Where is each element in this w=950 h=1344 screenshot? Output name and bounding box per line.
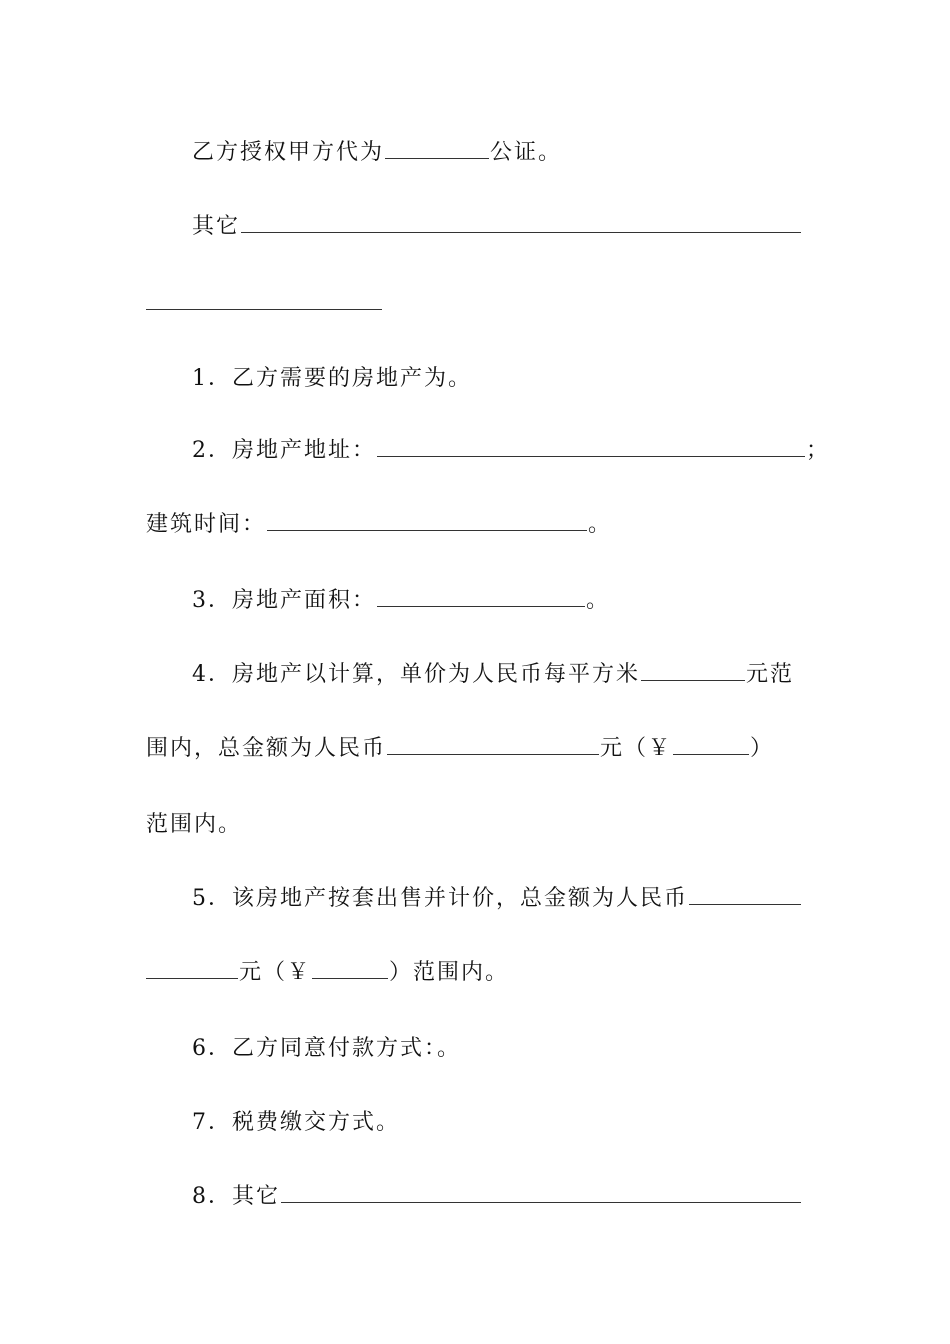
item-6 [192,1034,856,1064]
item-text: 8．其它 [192,1184,280,1209]
item-4-continuation [146,734,810,764]
item-mid: 元（￥ [239,960,312,985]
item-text: 2．房地产地址： [192,438,376,463]
fill-blank [641,660,745,681]
item-text: 6．乙方同意付款方式：。 [192,1036,461,1061]
item-7 [192,1108,856,1138]
item-text: 5．该房地产按套出售并计价，总金额为人民币 [192,886,688,911]
fill-blank [241,212,801,233]
paragraph-text: 乙方授权甲方代为 [192,140,385,165]
item-text: 范围内。 [146,812,243,837]
item-tail: 元范 [746,662,795,687]
item-4 [192,660,856,690]
item-3 [192,586,856,616]
item-mid: 元（￥ [600,736,673,761]
item-tail: 。 [588,512,613,537]
fill-blank [387,734,599,755]
paragraph-notarization [192,138,856,168]
item-5-continuation [146,958,810,988]
paragraph-text: 其它 [192,214,241,239]
item-tail: ） [750,736,775,761]
item-1 [192,364,856,394]
item-text: 3．房地产面积： [192,588,376,613]
item-8 [192,1182,856,1212]
fill-blank [146,958,238,979]
item-2 [192,436,856,466]
item-tail: 。 [586,588,611,613]
item-text: 建筑时间： [146,512,267,537]
item-tail: ； [806,438,831,463]
item-text: 围内，总金额为人民币 [146,736,387,761]
fill-blank [673,734,749,755]
fill-blank [312,958,388,979]
fill-blank [377,436,805,457]
fill-blank-continuation [146,308,382,310]
item-5 [192,884,856,914]
fill-blank [377,586,585,607]
item-text: 1．乙方需要的房地产为。 [192,366,472,391]
fill-blank [385,138,489,159]
item-text: 7．税费缴交方式。 [192,1110,400,1135]
fill-blank [689,884,801,905]
item-tail: ）范围内。 [389,960,510,985]
fill-blank [281,1182,801,1203]
fill-blank [267,510,587,531]
item-2-continuation [146,510,810,540]
paragraph-tail: 公证。 [490,140,563,165]
item-4-continuation-2 [146,810,810,840]
item-text: 4．房地产以计算，单价为人民币每平方米 [192,662,640,687]
paragraph-other [192,212,856,242]
